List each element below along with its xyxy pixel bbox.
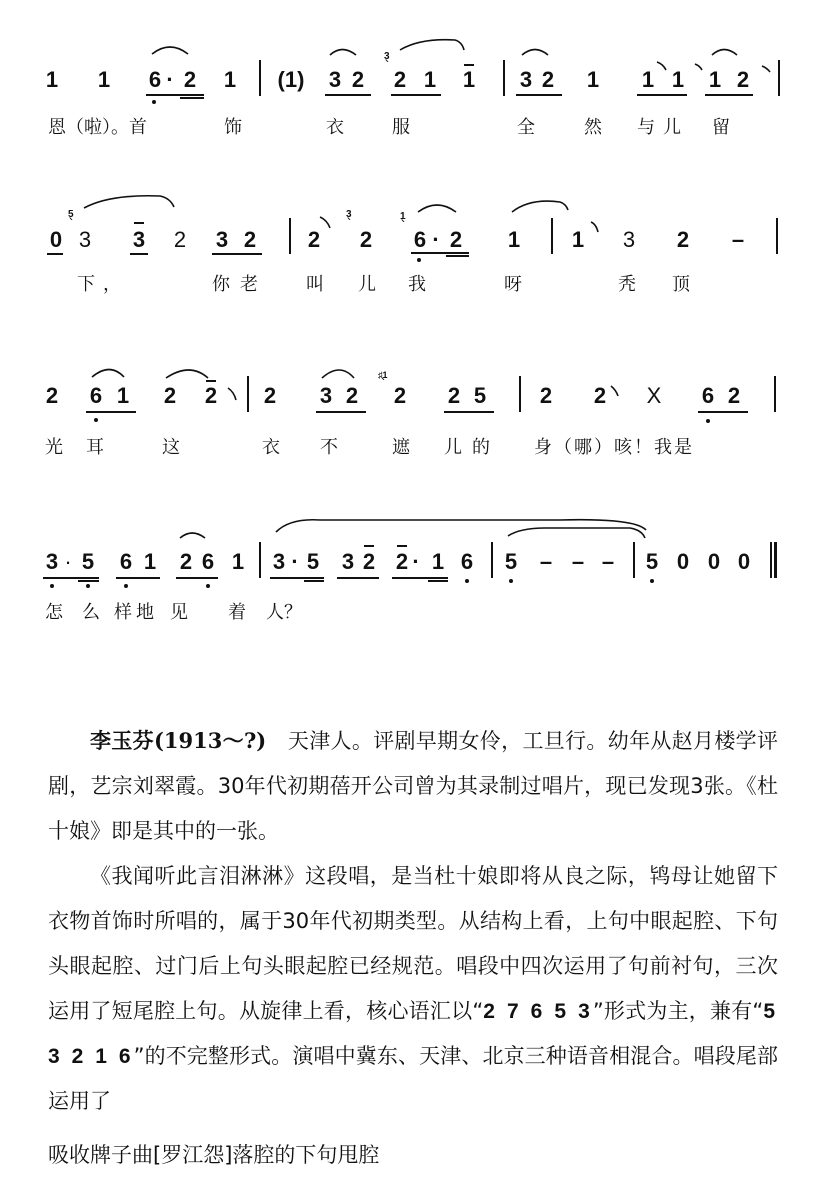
barline [519, 376, 521, 412]
lyric: 这 [162, 437, 180, 458]
note-rest: 0 [676, 549, 690, 574]
lyric: 与儿 [637, 117, 689, 138]
lyric: 衣 [326, 117, 344, 138]
note: 3 [328, 67, 342, 92]
note: 5 [504, 549, 518, 574]
note: 6 [148, 67, 162, 92]
note: 2 [447, 383, 461, 408]
underline [43, 577, 99, 579]
note: 2 [345, 383, 359, 408]
low-octave-dot [94, 418, 98, 422]
underline [411, 252, 469, 254]
underline [337, 577, 379, 579]
lyric: 秃 [618, 274, 636, 295]
overline [397, 545, 407, 547]
note-rest: 0 [49, 227, 63, 252]
low-octave-dot [50, 584, 54, 588]
biography-text: 天津人。评剧早期女伶，工旦行。幼年从赵月楼学评剧，艺宗刘翠霞。30年代初期蓓开公司曾为其录制过唱片，现已发现3张。《杜十娘》即是其中的一张。 [48, 729, 779, 843]
note: 3 [215, 227, 229, 252]
underline [325, 94, 371, 96]
grace-note: 3 [346, 209, 352, 220]
lyric: 儿的 [444, 437, 500, 458]
note: 1 [708, 67, 722, 92]
underline [86, 411, 136, 413]
lyric: 留 [712, 117, 730, 138]
grace-note: ♯1 [378, 370, 388, 380]
note: 1 [586, 67, 600, 92]
overline [206, 380, 216, 382]
lyric: 我 [408, 274, 426, 295]
lyric: 饰 [224, 117, 242, 138]
note: 1 [97, 67, 111, 92]
final-barline-thin [770, 542, 772, 578]
motif-core: 2 7 6 5 3 [483, 1000, 593, 1023]
note: 3 [519, 67, 533, 92]
note: 2 [541, 67, 555, 92]
low-octave-dot [465, 579, 469, 583]
underline [446, 255, 469, 257]
barline [776, 218, 778, 254]
analysis-text-end: ”的不完整形式。演唱中冀东、天津、北京三种语音相混合。唱段尾部运用了 [48, 1044, 778, 1113]
note-parenthesized: (1) [277, 67, 305, 92]
dash: – [731, 227, 745, 252]
underline [130, 253, 148, 255]
underline [180, 97, 204, 99]
note: 1 [423, 67, 437, 92]
grace-note: 1 [400, 211, 406, 222]
dot-rhythm: · [412, 549, 420, 574]
barline [778, 60, 780, 96]
grace-mark: ˋ [68, 217, 75, 233]
note: 3 [622, 227, 636, 252]
lyric: 身（哪）咳！我是 [534, 437, 694, 458]
overline [134, 222, 144, 224]
note: 2 [449, 227, 463, 252]
lyric: 然 [584, 117, 602, 138]
note: 5 [473, 383, 487, 408]
barline [259, 542, 261, 578]
lyric: 人？ [266, 602, 302, 623]
lyric: 见 [170, 602, 188, 623]
grace-mark: ˋ [346, 217, 353, 233]
note: 3 [272, 549, 286, 574]
underline [47, 253, 63, 255]
grace-note: 3 [384, 51, 390, 62]
underline [146, 94, 204, 96]
barline [503, 60, 505, 96]
final-barline-thick [774, 542, 777, 578]
note: 2 [727, 383, 741, 408]
note: 2 [395, 549, 409, 574]
note: 5 [306, 549, 320, 574]
barline [774, 376, 776, 412]
note: 2 [173, 227, 187, 252]
low-octave-dot [706, 419, 710, 423]
dash: – [601, 549, 615, 574]
cut-off-line: 吸收牌子曲[罗江怨]落腔的下句甩腔 [48, 1143, 380, 1167]
underline [176, 577, 218, 579]
underline [270, 577, 324, 579]
note: 2 [736, 67, 750, 92]
note-rest: 0 [707, 549, 721, 574]
barline [551, 218, 553, 254]
lyric: 顶 [672, 274, 690, 295]
note: 1 [116, 383, 130, 408]
dash: – [539, 549, 553, 574]
underline [391, 94, 441, 96]
note: 3 [132, 227, 146, 252]
low-octave-dot [650, 579, 654, 583]
note: 2 [362, 549, 376, 574]
paragraph-biography [48, 718, 778, 854]
lyric: 怎 [45, 602, 63, 623]
note: 2 [307, 227, 321, 252]
note: 6 [701, 383, 715, 408]
note: 6 [119, 549, 133, 574]
note: 1 [45, 67, 59, 92]
note: 2 [179, 549, 193, 574]
underline [516, 94, 562, 96]
note: 2 [351, 67, 365, 92]
underline [444, 411, 494, 413]
lyric: 遮 [392, 437, 410, 458]
note: 6 [201, 549, 215, 574]
note: 2 [593, 383, 607, 408]
lyric: 全 [517, 117, 535, 138]
note: 1 [641, 67, 655, 92]
note: 3 [45, 549, 59, 574]
low-octave-dot [124, 584, 128, 588]
note: 6 [413, 227, 427, 252]
dot-rhythm: · [64, 549, 72, 574]
lyric: 你老 [212, 274, 268, 295]
underline [116, 577, 160, 579]
note-rest: 0 [737, 549, 751, 574]
dash: – [571, 549, 585, 574]
barline [289, 218, 291, 254]
note: 2 [204, 383, 218, 408]
note: 2 [393, 67, 407, 92]
grace-mark: ˋ [384, 59, 391, 75]
dot-rhythm: · [432, 227, 440, 252]
barline [247, 376, 249, 412]
low-octave-dot [206, 584, 210, 588]
lyric: 耳 [86, 437, 104, 458]
underline [705, 94, 753, 96]
low-octave-dot [86, 584, 90, 588]
barline [259, 60, 261, 96]
note: 3 [341, 549, 355, 574]
note: 5 [81, 549, 95, 574]
lyric: 恩（啦）。首 [48, 117, 147, 138]
note-spoken: X [646, 383, 662, 408]
note: 2 [263, 383, 277, 408]
underline [698, 411, 748, 413]
note: 2 [676, 227, 690, 252]
lyric: 不 [320, 437, 338, 458]
note: 2 [45, 383, 59, 408]
note: 5 [645, 549, 659, 574]
paragraph-analysis [48, 854, 778, 1124]
underline [392, 577, 448, 579]
grace-mark: ˋ [400, 219, 407, 235]
analysis-text: 《我闻听此言泪淋淋》这段唱，是当杜十娘即将从良之际，鸨母让她留下衣物首饰时所唱的，属于30年代初期类型。从结构上看，上句中眼起腔、下句头眼起腔、过门后上句头眼起腔已经规范。唱段中四次运用了句前衬句，三次运用了短尾腔上句。从旋律上看，核心语汇以“ [48, 864, 778, 1023]
lyric: 儿 [358, 274, 376, 295]
underline [428, 580, 448, 582]
note: 1 [462, 67, 476, 92]
barline [633, 542, 635, 578]
note: 1 [431, 549, 445, 574]
grace-mark: ˋ [380, 377, 387, 393]
note: 6 [460, 549, 474, 574]
underline [637, 94, 687, 96]
underline [78, 580, 99, 582]
note: 1 [231, 549, 245, 574]
overline [364, 545, 374, 547]
underline [304, 580, 324, 582]
low-octave-dot [509, 579, 513, 583]
lyric: 服 [392, 117, 410, 138]
note: 1 [507, 227, 521, 252]
note: 2 [359, 227, 373, 252]
low-octave-dot [152, 100, 156, 104]
overline [464, 64, 474, 66]
performer-name: 李玉芬(1913～?) [90, 728, 267, 753]
lyric: 么 [82, 602, 100, 623]
low-octave-dot [417, 258, 421, 262]
note: 2 [393, 383, 407, 408]
note: 1 [143, 549, 157, 574]
note: 1 [671, 67, 685, 92]
article-body [48, 718, 778, 1124]
lyric: 下， [77, 274, 129, 295]
note: 1 [571, 227, 585, 252]
note: 2 [243, 227, 257, 252]
underline [316, 411, 366, 413]
note: 6 [89, 383, 103, 408]
note: 2 [183, 67, 197, 92]
underline [212, 253, 262, 255]
lyric: 呀 [504, 274, 522, 295]
lyric: 光 [45, 437, 63, 458]
lyric: 样地 [114, 602, 158, 623]
note: 3 [78, 227, 92, 252]
lyric: 叫 [306, 274, 324, 295]
grace-note: 5 [68, 209, 74, 220]
note: 2 [539, 383, 553, 408]
dot-rhythm: · [291, 549, 299, 574]
note: 2 [163, 383, 177, 408]
analysis-text-mid: ”形式为主，兼有“ [592, 999, 764, 1023]
note: 3 [319, 383, 333, 408]
note: 1 [223, 67, 237, 92]
lyric: 衣 [262, 437, 280, 458]
dot-rhythm: · [166, 67, 174, 92]
barline [491, 542, 493, 578]
motif-secondary: 5 3 2 1 6 [48, 1000, 779, 1068]
lyric: 着 [228, 602, 246, 623]
